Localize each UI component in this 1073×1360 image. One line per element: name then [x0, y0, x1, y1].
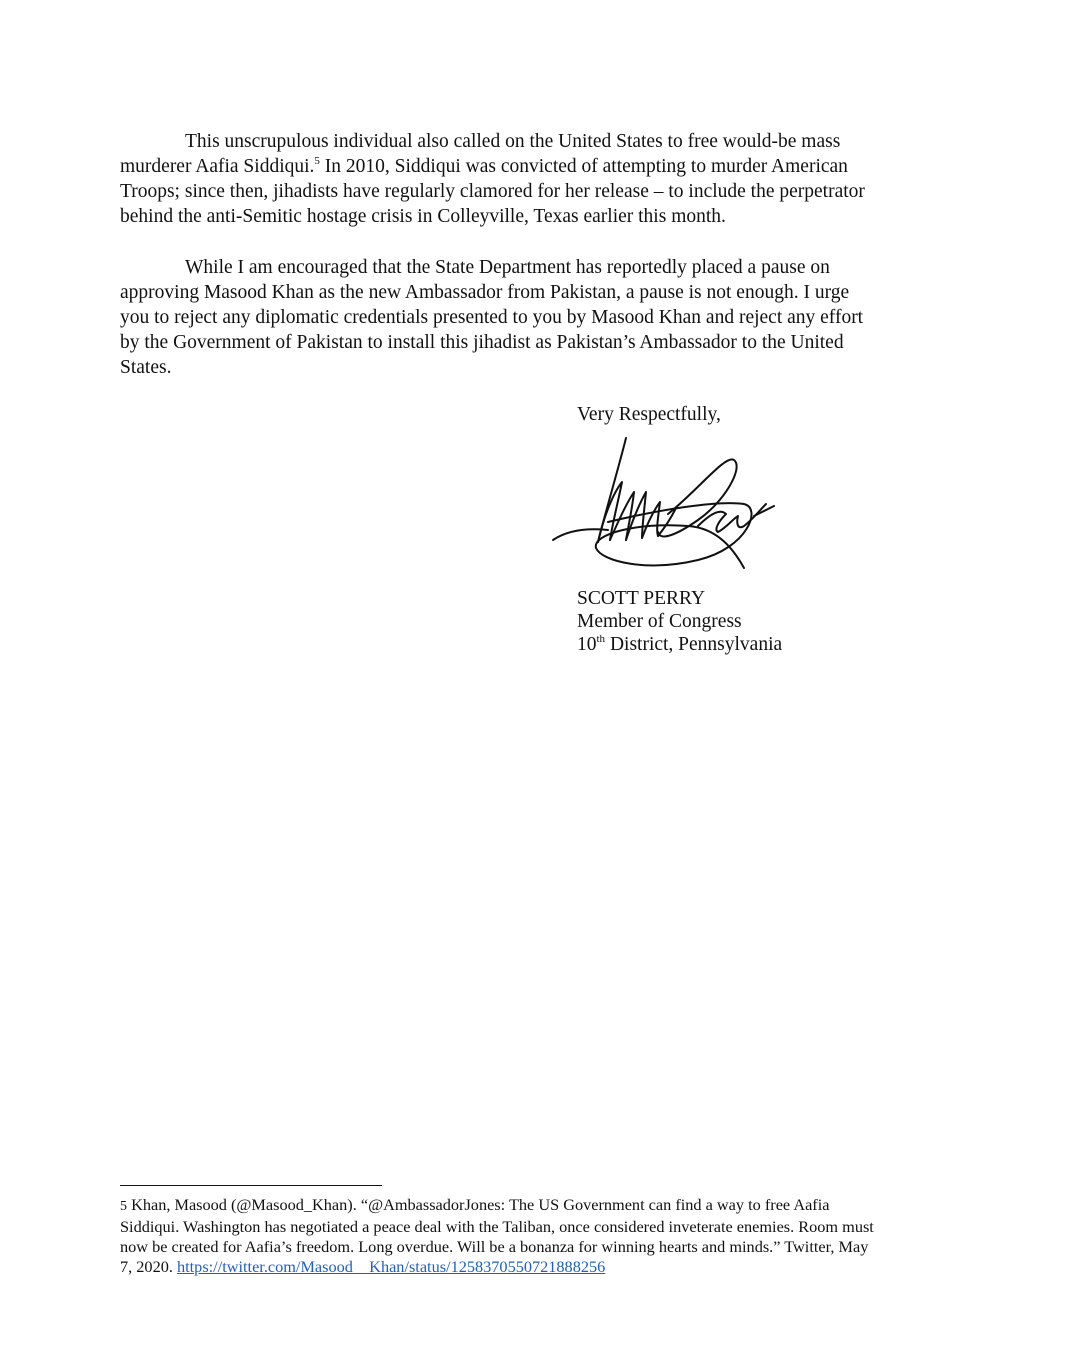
footnote	[120, 1195, 970, 1277]
paragraph-line: murderer Aafia Siddiqui.$^5$ In 2010, Siddiqui was convicted of attempting to murder American	[120, 154, 848, 177]
paragraph-line: behind the anti-Semitic hostage crisis in Colleyville, Texas earlier this month.	[120, 206, 726, 227]
paragraph-line: This unscrupulous individual also called on the United States to free would-be mass	[185, 131, 841, 152]
footnote-line: Siddiqui. Washington has negotiated a peace deal with the Taliban, once considered inveterate enemies. Room must	[120, 1217, 874, 1236]
body-paragraph-1	[120, 129, 970, 229]
footnote-line: 5 Khan, Masood (@Masood_Khan). “@AmbassadorJones: The US Government can find a way to free Aafia	[120, 1195, 830, 1214]
body-paragraph-2	[120, 255, 970, 380]
paragraph-line: you to reject any diplomatic credentials presented to you by Masood Khan and reject any effort	[120, 307, 864, 328]
closing-salutation: Very Respectfully,	[577, 404, 721, 425]
signer-title: Member of Congress	[577, 611, 742, 632]
footnote-reference: 5	[314, 154, 320, 167]
paragraph-line: by the Government of Pakistan to install this jihadist as Pakistan’s Ambassador to the United	[120, 332, 844, 353]
signer-district: 10th District, Pennsylvania	[577, 632, 783, 655]
paragraph-line: Troops; since then, jihadists have regularly clamored for her release – to include the perpetrator	[120, 181, 865, 202]
footnote-divider	[120, 1185, 382, 1186]
paragraph-line: States.	[120, 357, 172, 378]
footnote-link[interactable]: https://twitter.com/Masood__Khan/status/1258370550721888256	[176, 1257, 606, 1276]
handwritten-signature	[548, 430, 778, 580]
footnote-line: now be created for Aafia’s freedom. Long overdue. Will be a bonanza for winning hearts and minds.” Twitter, May	[120, 1237, 869, 1256]
signer-name: SCOTT PERRY	[577, 588, 706, 609]
footnote-line: 7, 2020. https://twitter.com/Masood__Khan/status/1258370550721888256	[120, 1257, 606, 1276]
paragraph-line: While I am encouraged that the State Department has reportedly placed a pause on	[185, 257, 830, 278]
signature-block	[577, 587, 782, 656]
footnote-number: 5	[120, 1199, 127, 1214]
paragraph-line: approving Masood Khan as the new Ambassador from Pakistan, a pause is not enough. I urge	[120, 282, 850, 303]
